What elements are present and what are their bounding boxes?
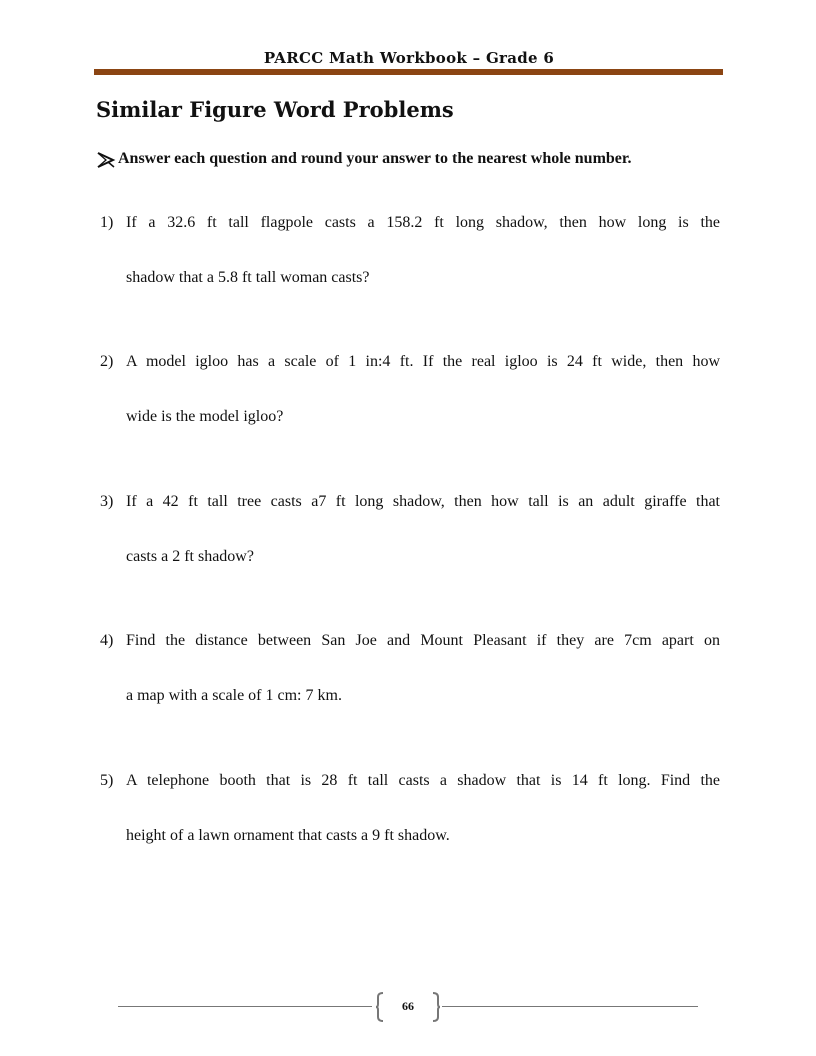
right-brace-icon [432,992,440,1022]
page-header-title: PARCC Math Workbook – Grade 6 [263,49,555,67]
problem-text-line: If a 32.6 ft tall flagpole casts a 158.2 ft long shadow, then how long is the [126,214,720,231]
page-title: Similar Figure Word Problems [96,97,454,122]
problem-number: 3) [100,493,114,510]
problem-text-line: If a 42 ft tall tree casts a7 ft long shadow, then how tall is an adult giraffe that [126,493,720,510]
problem-number: 5) [100,772,114,789]
page-number: 66 [402,999,414,1013]
problem-text-line: height of a lawn ornament that casts a 9 ft shadow. [126,827,450,844]
problem-text-line: A telephone booth that is 28 ft tall casts a shadow that is 14 ft long. Find the [126,772,720,789]
problem-number: 2) [100,353,114,370]
problem-text-line: casts a 2 ft shadow? [126,548,254,565]
problem-text-line: a map with a scale of 1 cm: 7 km. [126,687,342,704]
problem-number: 4) [100,632,114,649]
left-brace-icon [376,992,384,1022]
problem-text-line: Find the distance between San Joe and Mount Pleasant if they are 7cm apart on [126,632,720,649]
problem-text-line: shadow that a 5.8 ft tall woman casts? [126,269,370,286]
problem-text-line: wide is the model igloo? [126,408,284,425]
problem-text-line: A model igloo has a scale of 1 in:4 ft. If the real igloo is 24 ft wide, then how [126,353,720,370]
footer-rule-left [118,1006,372,1007]
problem-number: 1) [100,214,114,231]
footer-rule-right [442,1006,698,1007]
header-rule [94,69,723,75]
instructions-text: Answer each question and round your answer to the nearest whole number. [118,150,632,167]
pencil-icon [96,151,116,169]
